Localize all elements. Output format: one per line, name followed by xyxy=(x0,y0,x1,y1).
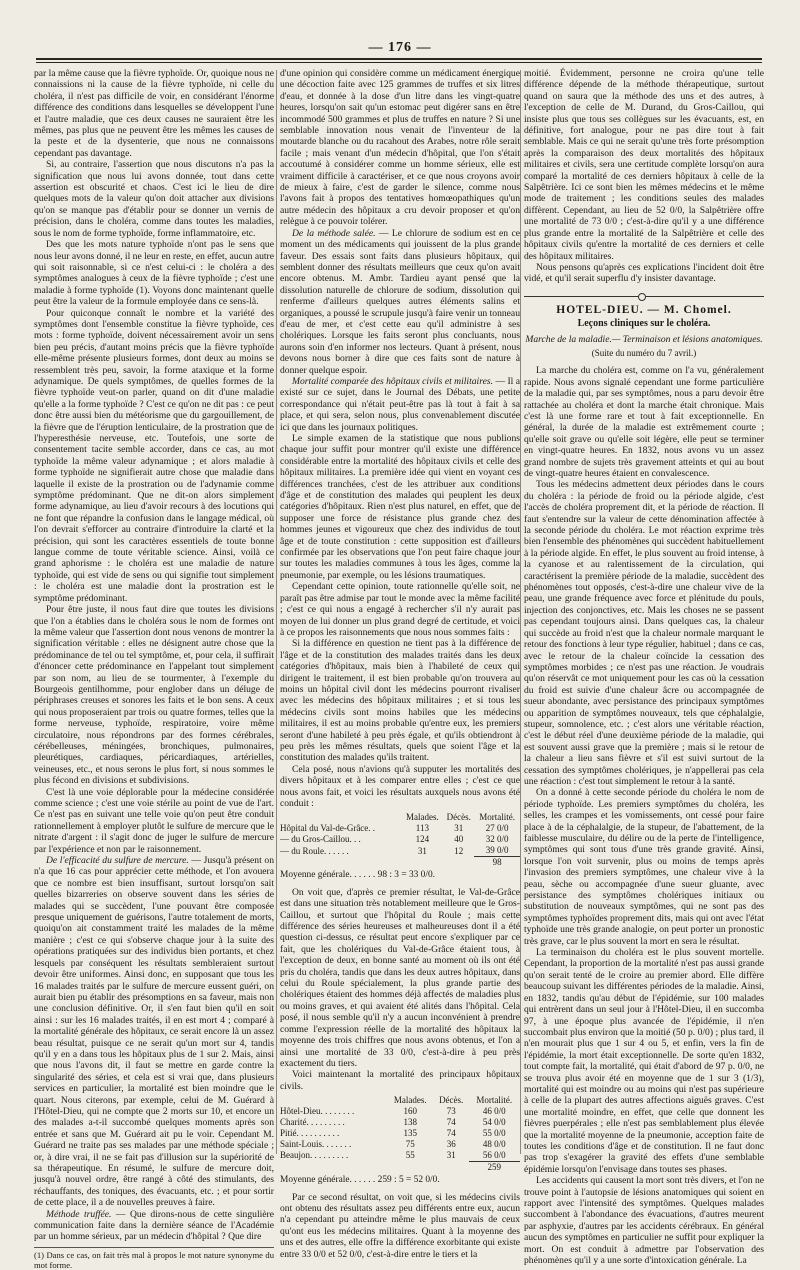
paragraph: C'est là une voie déplorable pour la médecine considérée comme science ; c'est une voie stérile au point de vue de l'art. Ce n'est pas en suivant une telle voie qu'on peut être conduit rationnellement à employer plutôt le sulfure de mercure que le nitrate d'argent : il s'agit donc de juger le sulfure de mercure par l'expérience et non par le raisonnement. xyxy=(34,786,274,855)
general-average xyxy=(280,870,520,881)
table-cell: 135 xyxy=(403,1128,417,1139)
table-cell: 31 xyxy=(454,823,464,834)
table-cell: 12 xyxy=(454,845,464,856)
table-cell: Charité. . . . . . . . . xyxy=(280,1117,345,1128)
table-header-cell: Malades. xyxy=(393,1095,427,1106)
table-row xyxy=(280,1150,520,1162)
table-cell: 31 xyxy=(446,1150,456,1161)
paragraph xyxy=(34,855,274,1209)
table-row xyxy=(280,1128,520,1139)
section-title: HOTEL-DIEU. — M. Chomel. xyxy=(556,303,732,316)
table-total-row xyxy=(280,857,520,869)
table-header-cell: Malades. xyxy=(406,812,439,823)
table-cell: 36 xyxy=(446,1139,456,1150)
paragraph: La terminaison du choléra est le plus souvent mortelle. Cependant, la proportion de la mortalité n'est pas aussi grande qu'on serait tenté de le croire au premier abord. Elle diffère beaucoup suivant les différentes périodes de la maladie. Ainsi, en 1832, tandis qu'au début de l'épidémie, sur 100 malades qui entrèrent dans un seul jour à l'Hôtel-Dieu, il en succomba 97, à une époque plus avancée de l'épidémie, il n'en succombait plus environ que la moitié (50 p. 0/0) ; plus tard, il n'en mourait plus que 1 sur 4 ou 5, et enfin, vers la fin de l'épidémie, la mort était exceptionnelle. De sorte qu'en 1832, tout compte fait, la mortalité, qui était d'abord de 97 p. 0/0, ne se trouva plus avoir été en moyenne que de 1 sur 3 (1/3), mortalité qui est moindre ou au moins qui n'est pas supérieure à celle de la plupart des autres affections aiguës graves. C'est une mortalité moindre, en effet, que celle que donnent les fièvres puerpérales ; elle n'est pas semblablement plus élevée que la mortalité moyenne de la pneumonie, acception faite de toutes les conditions d'âge et de constitution. Il ne faut donc pas trop s'exagérer la gravité des effets d'une semblable épidémie lorsqu'on l'envisage dans toutes ses phases. xyxy=(524,947,764,1175)
header-rule xyxy=(36,58,762,60)
paragraph: Tous les médecins admettent deux périodes dans le cours du choléra : la période de froid ou la période algide, c'est l'accès de choléra proprement dit, et la période de réaction. Il faut s'entendre sur la valeur de cette dénomination affectée à la seconde période du choléra. Le mot réaction exprime très bien l'ensemble des phénomènes qui succèdent habituellement à la période algide. En effet, le plus souvent au froid intense, à la cyanose et au ralentissement de la circulation, qui caractérisent la première période de la maladie, succèdent des phénomènes tout opposés, c'est-à-dire une chaleur vive de la peau, une grande fréquence avec force et plénitude du pouls, injection des conjonctives, etc. Mais les choses ne se passent pas cependant toujours ainsi. Dans quelques cas, la chaleur qui succède au froid n'est que la chaleur normale marquant le retour des fonctions à leur type régulier, habituel ; dans ce cas, avec le retour de la chaleur coïncide la cessation des symptômes morbides ; ce n'est pas une réaction. Je voudrais qu'on réservât ce mot uniquement pour les cas où la cessation du froid est suivie d'une chaleur âcre ou accompagnée de sueur abondante, avec persistance des principaux symptômes ou apparition de symptômes nouveaux, tels que céphalalgie, stupeur, somnolence, etc. ; c'est alors une véritable réaction, c'est le début réel d'une deuxième période de la maladie, qui est souvent aussi grave que la première ; mais si le retour de la chaleur a lieu sans fièvre et s'il est suivi surtout de la cessation des symptômes cholériques, je n'appellerai pas cela une réaction : c'est tout simplement le retour à la santé. xyxy=(524,479,764,787)
table-header-row xyxy=(280,812,520,823)
table-cell: 74 xyxy=(446,1117,456,1128)
paragraph: moitié. Évidemment, personne ne croira qu'une telle différence dépende de la méthode thérapeutique, surtout quand on saura que la méthode des uns et des autres, à l'exception de celle de M. Durand, du Gros-Caillou, qui insiste plus que tous ses collègues sur les évacuants, est, en définitive, fort analogue, pour ne pas dire tout à fait semblable. Mais ce qui ne serait qu'une très forte présomption après la comparaison des deux mortalités des hôpitaux militaires et civils, sera une certitude complète lorsqu'on aura comparé la mortalité de ces derniers hôpitaux à celle de la Salpêtrière. Ici ce sont bien les mêmes médecins et le même mode de traitement ; les conditions seules des malades diffèrent. Cependant, au lieu de 52 0/0, la Salpêtrière offre une mortalité de 73 0/0 ; c'est-à-dire qu'il y a une différence plus grande entre la mortalité de la Salpêtrière et celle des hôpitaux civils qu'entre la mortalité de ces derniers et celle des hôpitaux militaires. xyxy=(524,68,764,262)
table-header-cell xyxy=(280,812,401,823)
table-cell: — du Roule. . . . . . xyxy=(280,845,349,856)
paragraph: Cela posé, nous n'avions qu'à supputer les mortalités des divers hôpitaux et à les comparer entre elles ; c'est ce que nous avons fait, et voici les résultats auxquels nous avons été conduit : xyxy=(280,763,520,809)
general-average xyxy=(280,1175,520,1186)
average-label: Moyenne générale. . . . . . xyxy=(280,870,376,881)
paragraph: Pour être juste, il nous faut dire que toutes les divisions que l'on a établies dans le choléra sous le nom de formes ont la même valeur que l'assertion dont nous venons de montrer la signification véritable : elles ne désignent autre chose que la prédominance de tel ou tel symptôme, et, pour cela, il suffirait d'énoncer cette prédominance en l'appelant tout simplement par son nom, au lieu de se tourmenter, à l'exemple du Bourgeois gentilhomme, pour englober dans un déluge de périphrases creuses et sonores les faits et le bon sens. A ceux qui nous proposeraient par trois ou quatre formes, telles que la forme nerveuse, typhoïde, respiratoire, voire même circulatoire, nous répondrons par des formes cérébrales, cérébelleuses, méningées, bronchiques, pulmonaires, pleurétiques, cardiaques, péricardiaques, artérielles, veineuses, etc., et nous serons le plus fort, si nous sommes le plus fécond en divisions et subdivisions. xyxy=(34,604,274,787)
section-heading: De l'efficacité du sulfure de mercure. xyxy=(46,855,189,867)
column-separator xyxy=(520,70,521,1154)
column-separator xyxy=(276,70,277,1154)
footnote: (1) Dans ce cas, on fait très mal à propos le mot nature synonyme du mot forme. xyxy=(34,1247,274,1270)
table-row xyxy=(280,834,520,845)
paragraph: Les accidents qui causent la mort sont très divers, et l'on ne trouve point à l'autopsie de lésions anatomiques qui soient en rapport avec l'intensité des symptômes. Quelques malades succombent à l'abondance des évacuations, d'autres meurent par asphyxie, d'autres par les accidents cérébraux. En général aucun des symptômes en particulier ne suffit pour expliquer la mort. On est conduit à admettre par l'observation des phénomènes qu'il y a une sorte d'intoxication générale. La xyxy=(524,1175,764,1267)
paragraph: La marche du choléra est, comme on l'a vu, généralement rapide. Nous avons signalé cependant une forme particulière de la maladie qui, par ses symptômes, nous a paru devoir être rattachée au choléra et dont la marche était chronique. Mais c'est là une forme rare et tout à fait exceptionnelle. En général, la durée de la maladie est extrêmement courte ; qu'elle soit grave ou qu'elle soit légère, elle peut se terminer en vingt-quatre heures. En 1832, nous avons vu un assez grand nombre de sujets très gravement atteints et qui au bout de vingt-quatre heures étaient en convalescence. xyxy=(524,365,764,479)
average-label: Moyenne générale. . . . . . xyxy=(280,1175,376,1186)
table-cell: 113 xyxy=(415,823,429,834)
column-right xyxy=(524,68,764,1267)
table-cell: Hôpital du Val-de-Grâce. . xyxy=(280,823,376,834)
table-cell: 160 xyxy=(403,1106,417,1117)
table-row xyxy=(280,1139,520,1150)
table-row xyxy=(280,1106,520,1117)
table-header-row xyxy=(280,1095,520,1106)
paragraph xyxy=(34,1209,274,1243)
paragraph-body: — Le chlorure de sodium est en ce moment un des médicaments qui jouissent de la plus grande faveur. Des essais sont faits dans plusieurs hôpitaux, qui semblent donner des résultats meilleurs que ceux qu'on avait encore obtenus. M. Ambr. Tardieu ayant pensé que la dissolution naturelle de chlorure de sodium, dissolution qui renferme d'ailleurs quelques autres éléments salins et organiques, a poussé le scrupule jusqu'à faire venir un tonneau d'eau de mer, et c'est cette eau qu'il administre à ses cholériques. Lorsque les faits seront plus concluants, nous aurons soin d'en informer nos lecteurs. Quant à présent, nous devons nous borner à dire que ces faits sont de nature à donner quelque espoir. xyxy=(280,227,521,376)
table-header-cell xyxy=(280,1095,387,1106)
paragraph-body: — Que dirons-nous de cette singulière communication faite dans la dernière séance de l'Académie par un homme sérieux, par un médecin d'hôpital ? Que dire xyxy=(34,1208,274,1243)
table-cell: 40 xyxy=(454,834,464,845)
paragraph: Si la différence en question ne tient pas à la différence de l'âge et de la constitution des malades traités dans les deux catégories d'hôpitaux, mais bien à l'habileté de ceux qui dirigent le traitement, il est bien probable qu'on trouvera au moins un hôpital civil dont les médecins pourront rivaliser avec les médecins des hôpitaux militaires ; et si tous les médecins civils sont moins habiles que les médecins militaires, il est au moins probable qu'entre eux, les premiers seront d'une habileté à peu près égale, et qu'ils obtiendront à peu près les mêmes résultats, quels que soient l'âge et la constitution des malades qu'ils traitent. xyxy=(280,638,520,764)
paragraph-body: — Il a existé sur ce sujet, dans le Journal des Débats, une petite correspondance qui n'était peut-être pas là tout à fait à sa place, et qui sera, selon nous, plus convenablement discutée ici que dans les journaux politiques. xyxy=(280,375,521,433)
paragraph: Des que les mots nature typhoïde n'ont pas le sens que nous leur avons donné, il ne leur en reste, en effet, aucun autre qui soit raisonnable, si ce n'est celui-ci : le choléra a des symptômes analogues à ceux de la fièvre typhoïde ; c'est une maladie à forme typhoïde (1). Voyons donc maintenant quelle peut être la valeur de la formule employée dans ce sens-là. xyxy=(34,239,274,308)
table-row xyxy=(280,1117,520,1128)
paragraph: Cependant cette opinion, toute rationnelle qu'elle soit, ne paraît pas être admise par tout le monde avec la même facilité ; c'est ce qui nous a engagé à rechercher s'il n'y aurait pas moyen de lui donner un plus grand degré de certitude, et voici à ce propos les raisonnements que nous nous sommes faits : xyxy=(280,581,520,638)
table-cell: 55 0/0 xyxy=(482,1128,506,1139)
table-cell: 54 0/0 xyxy=(482,1117,506,1128)
table-cell: 27 0/0 xyxy=(485,823,509,834)
header-rule-thin xyxy=(36,62,762,63)
paragraph: On a donné à cette seconde période du choléra le nom de période typhoïde. Les premiers symptômes du choléra, les selles, les crampes et les vomissements, ont cessé pour faire place à de la céphalalgie, de la stupeur, de l'abattement, de la faiblesse musculaire, du délire ou de la perte de l'intelligence, symptômes qui sont tous d'une très grande gravité. Ainsi, lorsque l'on voit survenir, plus ou moins de temps après l'invasion des premiers symptômes, une chaleur vive à la peau, sèche ou accompagnée d'une sueur gluante, avec persistance des symptômes cholériques initiaux ou substitution de nouveaux symptômes, qui ne sont pas des symptômes typhoïdes proprement dits, mais qui ont avec l'état typhoïde une très grande analogie, on peut porter un pronostic très grave, car le plus souvent la mort en sera le résultat. xyxy=(524,787,764,947)
table-header-cell: Mortalité. xyxy=(479,812,516,823)
table-cell: Pitié. . . . . . . . . . xyxy=(280,1128,340,1139)
paragraph: d'une opinion qui considère comme un médicament énergique une décoction faite avec 125 grammes de truffes et six litres d'eau, et donnée à la dose d'un litre dans les vingt-quatre heures, lorsqu'on sait qu'un estomac peut digérer sans en être incommodé 500 grammes et plus de truffes en nature ? Si une semblable innovation nous venait de l'inventeur de la moutarde blanche ou du racahout des Arabes, notre rôle serait facile ; mais venant d'un médecin d'hôpital, que l'on s'était accoutumé à considérer comme un homme sérieux, elle est vraiment difficile à caractériser, et ce que nous croyons avoir de mieux à faire, c'est de garder le silence, comme nous l'avons fait à propos des tentatives homœopathiques qu'un autre médecin des hôpitaux a cru devoir proposer et qu'on relègue à ce pouvoir tolérer. xyxy=(280,68,520,228)
paragraph xyxy=(280,228,520,376)
table-cell: 32 0/0 xyxy=(485,834,509,845)
paragraph: Le simple examen de la statistique que nous publions chaque jour suffit pour montrer qu'il existe une différence considérable entre la mortalité des hôpitaux civils et celle des hôpitaux militaires. La première idée qui vient en voyant ces différences tranchées, c'est de les attribuer aux conditions d'âge et de constitution des malades qui peuplent les deux catégories d'hôpitaux. Rien n'est plus naturel, en effet, que de supposer une force de résistance plus grande chez des hommes jeunes et vigoureux que chez des individus de tout âge et de toute constitution : cette supposition est d'ailleurs confirmée par les observations que l'on peut faire chaque jour sur toutes les maladies communes à tous les âges, comme la pneumonie, par exemple, ou les lésions traumatiques. xyxy=(280,433,520,581)
average-value: 259 : 5 = 52 0/0. xyxy=(377,1175,440,1186)
column-middle xyxy=(280,68,521,1260)
table-cell: 39 0/0 xyxy=(485,845,509,856)
table-cell: 48 0/0 xyxy=(482,1139,506,1150)
average-value: 98 : 3 = 33 0/0. xyxy=(377,870,435,881)
table-cell: 46 0/0 xyxy=(482,1106,506,1117)
paragraph: Si, au contraire, l'assertion que nous discutons n'a pas la signification que nous lui avons donnée, tout dans cette assertion est obscurité et chaos. C'est ici le lieu de dire quelques mots de la valeur qu'on doit attacher aux divisions qu'on se manque pas d'établir pour se donner un vernis de précision, dans le choléra, comme dans toutes les maladies, sous le nom de forme typhoïde, forme inflammatoire, etc. xyxy=(34,159,274,239)
section-divider xyxy=(524,293,764,299)
table-total: 98 xyxy=(474,857,520,869)
section-topic: Marche de la maladie.— Terminaison et lésions anatomiques. xyxy=(525,333,763,345)
table-cell: 55 xyxy=(405,1150,415,1161)
section-heading: De la méthode salée. xyxy=(292,227,376,239)
paragraph: Voici maintenant la mortalité des principaux hôpitaux civils. xyxy=(280,1069,520,1092)
continuation-note: (Suite du numéro du 7 avril.) xyxy=(591,347,697,358)
table-header-cell: Décès. xyxy=(446,812,471,823)
table-header-cell: Décès. xyxy=(439,1095,464,1106)
table-cell: Saint-Louis. . . . . . . xyxy=(280,1139,352,1150)
section-heading: Méthode truffée. xyxy=(46,1208,112,1220)
military-hospitals-table xyxy=(280,812,520,868)
table-cell: 138 xyxy=(403,1117,417,1128)
section-subtitle: Leçons cliniques sur le choléra. xyxy=(577,318,711,330)
paragraph-body: — Jusqu'à présent on n'a que 16 cas pour apprécier cette méthode, et l'on avouera que ce nombre est bien insuffisant, surtout lorsqu'on sait quelles bizarreries on observe souvent dans les séries de malades qui se succèdent, l'une pouvant être composée presque uniquement de guérisons, l'autre totalement de morts, quoiqu'on ait constamment traité les malades de la même manière ; c'est ce qui s'observe chaque jour à la suite des opérations pratiquées sur des individus bien portants, et chez lesquels par conséquent les résultats sembleraient surtout devoir être uniformes. Ainsi donc, en supposant que tous les 16 malades traités par le sulfure de mercure eussent guéri, on aurait bien pu établir des présomptions en sa faveur, mais non une conclusion définitive. Or, il s'en faut bien qu'il en soit ainsi : sur les 16 malades traités, il en est mort 4 ; comparé à la mortalité générale des hôpitaux, ce serait encore là un assez beau résultat, puisque ce ne serait qu'un mort sur 4, tandis qu'il y en a dans tous les hôpitaux plus de 1 sur 2. Mais, ainsi que nous l'avons dit, il faut se mettre en garde contre la singularité des séries, et cela est si vrai que, dans plusieurs services en particulier, la mortalité est bien moindre que le quart. Nous citerons, par exemple, celui de M. Guérard à l'Hôtel-Dieu, qui ne compte que 2 morts sur 10, et encore un des malades a-t-il succombé quelques moments après son entrée et sans que M. Guérard ait pu le voir. Cependant M. Guérard ne traite pas ses malades par une méthode spéciale ; or, à dire vrai, il ne se fait pas d'illusion sur la supériorité de sa thérapeutique. En résumé, le sulfure de mercure doit, jusqu'à nouvel ordre, être rangé à côté des stimulants, des réchauffants, des toniques, des évacuants, etc. ; et pour sortir de cette place, il a de nouvelles preuves à faire. xyxy=(34,855,274,1209)
paragraph: Par ce second résultat, on voit que, si les médecins civils ont obtenu des résultats assez peu différents entre eux, aucun n'a cependant pu atteindre même le plus mauvais de ceux qu'ont eus les médecins militaires. Quant à la moyenne des uns et des autres, elle offre la différence exorbitante qui existe entre 33 0/0 et 52 0/0, c'est-à-dire entre le tiers et la xyxy=(280,1191,520,1260)
table-total: 259 xyxy=(469,1162,520,1174)
table-cell: — du Gros-Caillou. . . xyxy=(280,834,361,845)
section-heading: Mortalité comparée des hôpitaux civils et militaires. xyxy=(292,375,493,387)
paragraph: par la même cause que la fièvre typhoïde. Or, quoique nous ne connaissions ni la cause de la fièvre typhoïde, ni celle du choléra, il n'est pas difficile de voir, en considérant l'énorme différence des conditions dans lesquelles se développent l'une et l'autre maladie, que ces deux causes ne sauraient être les mêmes, pas plus que ne peuvent être les mêmes les causes de la peste et de la dysenterie, que nous ne connaissons cependant pas davantage. xyxy=(34,68,274,159)
table-row xyxy=(280,845,520,857)
table-row xyxy=(280,823,520,834)
table-header-cell: Mortalité. xyxy=(476,1095,513,1106)
table-cell: 75 xyxy=(405,1139,415,1150)
table-cell: 56 0/0 xyxy=(482,1150,506,1161)
table-cell: Hôtel-Dieu. . . . . . . . xyxy=(280,1106,355,1117)
civil-hospitals-table xyxy=(280,1095,520,1173)
table-total-row xyxy=(280,1162,520,1174)
table-cell: 31 xyxy=(417,845,427,856)
paragraph xyxy=(280,376,520,433)
page-number: — 176 — xyxy=(368,40,432,55)
paragraph: Nous pensons qu'après ces explications l'incident doit être vidé, et qu'il serait superflu d'y insister davantage. xyxy=(524,261,764,285)
paragraph: Pour quiconque connaît le nombre et la variété des symptômes dont l'ensemble constitue la fièvre typhoïde, ces mots : forme typhoïde, doivent nécessairement avoir un sens bien peu précis, d'autant moins précis que la fièvre typhoïde elle-même présente plusieurs formes, dont deux au moins se ressemblent très peu, savoir, la forme ataxique et la forme adynamique. De quels symptômes, de quelles formes de la fièvre typhoïde veut-on parler, quand on dit d'une maladie qu'elle a la forme typhoïde ? C'est ce qu'on ne dit pas : ce peut donc être aussi bien du météorisme que du gargouillement, de la fièvre que de l'éruption lenticulaire, de la prostration que de l'hyperesthésie nerveuse, etc. Toutefois, une sorte de consentement tacite semble accorder, dans ce cas, au mot typhoïde la même valeur adynamique ; et alors maladie à forme typhoïde ne signifierait autre chose que maladie dans laquelle il existe de la prostration ou de l'adynamie comme symptôme prédominant. Que ne dit-on alors simplement forme adynamique, au lieu d'avoir recours à des locutions qui ne font que répandre la confusion dans le langage médical, où l'on devrait s'efforcer au contraire d'introduire la clarté et la précision, qui sont les caractères essentiels de toute bonne langue comme de toute véritable science. Ainsi, voilà ce grand aphorisme : le choléra est une maladie de nature typhoïde, qui est vide de sens ou qui signifie tout simplement : le choléra est une maladie dont la prostration est le symptôme prédominant. xyxy=(34,307,274,604)
table-cell: Beaujon. . . . . . . . . xyxy=(280,1150,349,1161)
paragraph: On voit que, d'après ce premier résultat, le Val-de-Grâce est dans une situation très notablement meilleure que le Gros-Caillou, et surtout que l'hôpital du Roule ; mais cette différence des séries heureuses et malheureuses dont il a été question ci-dessus, ce résultat peut encore s'expliquer par ce fait, que les cholériques du Val-de-Grâce étaient tous, à l'exception de deux, en bonne santé au moment où ils ont été pris du choléra, tandis que dans les deux autres hôpitaux, dans celui du Roule spécialement, la plus grande partie des cholériques étaient des hommes déjà affectés de maladies plus ou moins graves, et qui avaient été alités dans l'hôpital. Cela posé, il nous semble qu'il n'y a aucun inconvénient à prendre comme l'expression réelle de la mortalité des hôpitaux la moyenne des trois chiffres que nous avons obtenus, et l'on a ainsi une mortalité de 33 0/0, c'est-à-dire à peu près exactement du tiers. xyxy=(280,886,520,1069)
table-cell: 73 xyxy=(446,1106,456,1117)
table-cell: 74 xyxy=(446,1128,456,1139)
table-cell: 124 xyxy=(415,834,430,845)
column-left xyxy=(34,68,274,1270)
